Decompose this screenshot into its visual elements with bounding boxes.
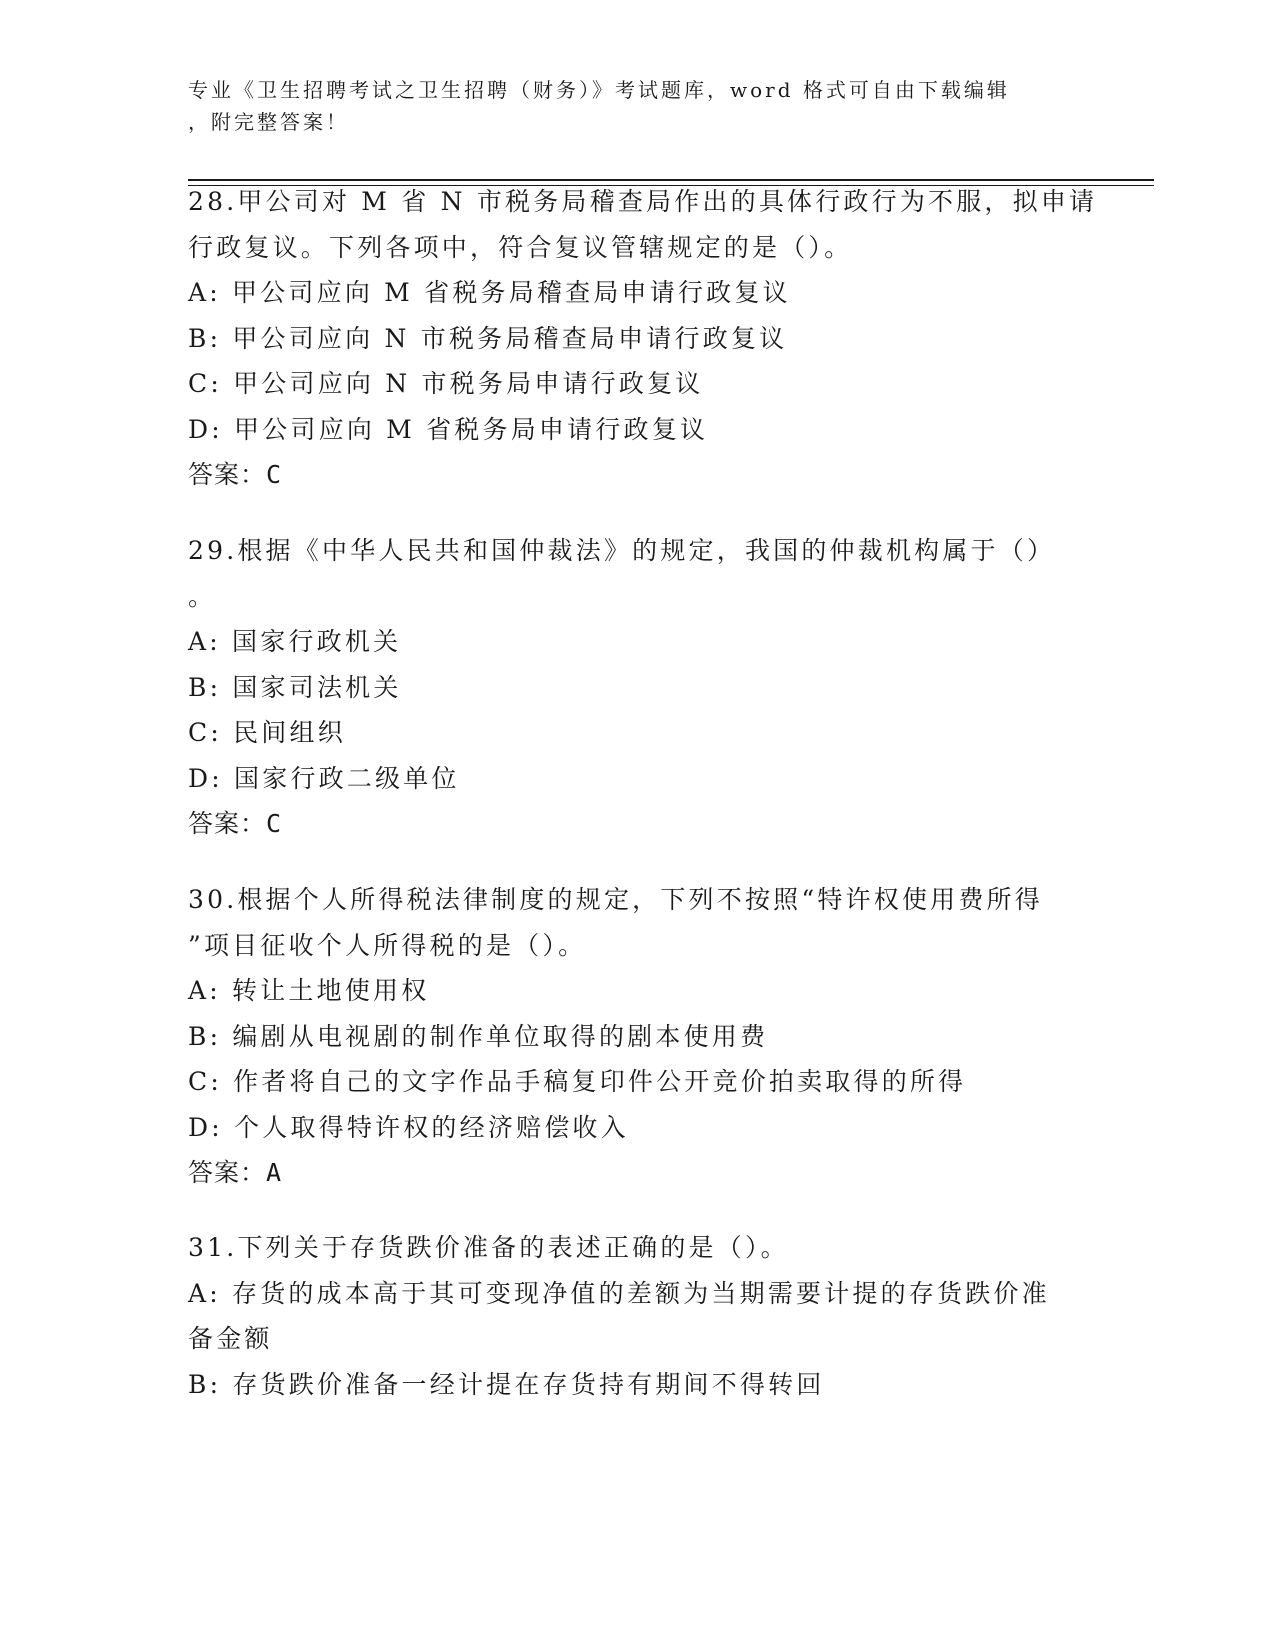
header-line-2: ，附完整答案！ xyxy=(188,110,349,134)
question-30 xyxy=(188,877,1088,1196)
question-stem-line: 30.根据个人所得税法律制度的规定，下列不按照“特许权使用费所得 xyxy=(188,885,1043,914)
answer-value: C xyxy=(266,460,283,489)
option-c: C: 作者将自己的文字作品手稿复印件公开竞价拍卖取得的所得 xyxy=(188,1067,967,1096)
document-header xyxy=(188,74,1068,138)
question-28 xyxy=(188,179,1098,498)
answer-line xyxy=(188,452,1088,498)
option-d: D: 甲公司应向 M 省税务局申请行政复议 xyxy=(188,414,709,444)
question-stem-line: 28.甲公司对 M 省 N 市税务局稽查局作出的具体行政行为不服，拟申请 xyxy=(188,187,1098,216)
question-stem-line: 29.根据《中华人民共和国仲裁法》的规定，我国的仲裁机构属于（） xyxy=(188,536,1056,565)
option-a: A: 国家行政机关 xyxy=(188,627,402,656)
question-stem-line: 行政复议。下列各项中，符合复议管辖规定的是（）。 xyxy=(188,232,853,262)
option-b: B: 甲公司应向 N 市税务局稽查局申请行政复议 xyxy=(188,323,788,353)
option-c: C: 甲公司应向 N 市税务局申请行政复议 xyxy=(188,369,704,398)
option-a-continued: 备金额 xyxy=(188,1324,273,1353)
option-d: D: 个人取得特许权的经济赔偿收入 xyxy=(188,1112,629,1142)
header-line-1: 专业《卫生招聘考试之卫生招聘（财务）》考试题库，word 格式可自由下载编辑 xyxy=(188,78,1010,102)
answer-line xyxy=(188,1150,1088,1196)
answer-value: A xyxy=(266,1158,283,1187)
option-a: A: 存货的成本高于其可变现净值的差额为当期需要计提的存货跌价准 xyxy=(188,1278,1050,1308)
answer-label: 答案： xyxy=(188,809,267,838)
question-stem-line: ”项目征收个人所得税的是（）。 xyxy=(188,930,587,960)
question-stem-line: 31.下列关于存货跌价准备的表述正确的是（）。 xyxy=(188,1233,789,1262)
option-b: B: 国家司法机关 xyxy=(188,672,402,702)
answer-line xyxy=(188,801,1088,847)
answer-label: 答案： xyxy=(188,460,267,489)
question-31 xyxy=(188,1225,1088,1407)
option-a: A: 甲公司应向 M 省税务局稽查局申请行政复议 xyxy=(188,278,791,307)
option-b: B: 编剧从电视剧的制作单位取得的剧本使用费 xyxy=(188,1021,769,1051)
answer-value: C xyxy=(266,809,283,838)
answer-label: 答案： xyxy=(188,1158,267,1187)
option-b: B: 存货跌价准备一经计提在存货持有期间不得转回 xyxy=(188,1369,825,1399)
option-c: C: 民间组织 xyxy=(188,718,346,747)
question-29 xyxy=(188,528,1088,847)
question-stem-line: 。 xyxy=(188,581,217,611)
option-d: D: 国家行政二级单位 xyxy=(188,763,460,793)
option-a: A: 转让土地使用权 xyxy=(188,976,430,1005)
